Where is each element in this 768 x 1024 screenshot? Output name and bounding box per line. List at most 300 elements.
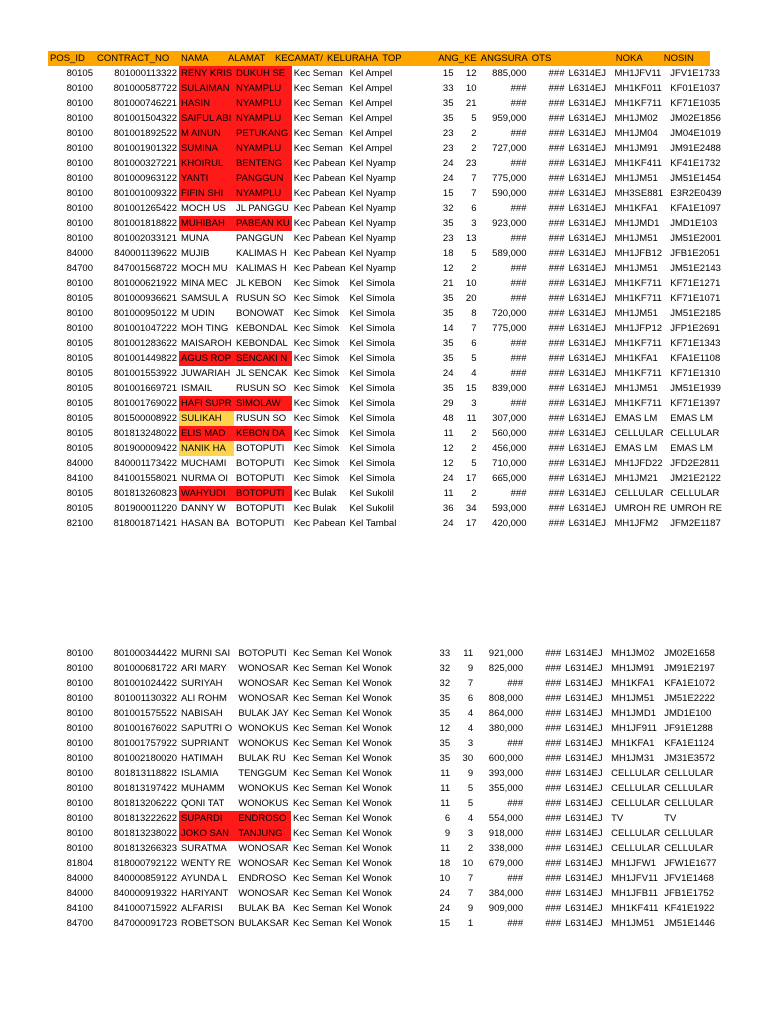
kecamatan-cell[interactable]: Kec Simok bbox=[293, 473, 340, 484]
ots-cell[interactable]: ### bbox=[545, 903, 562, 914]
nosin-cell[interactable]: EMAS LM bbox=[670, 443, 713, 454]
ots-cell[interactable]: ### bbox=[548, 188, 565, 199]
nosin-cell[interactable]: JFB1E1752 bbox=[664, 888, 714, 899]
ots-cell[interactable]: ### bbox=[545, 663, 562, 674]
pos-id-cell[interactable]: 80105 bbox=[66, 413, 93, 424]
alamat-cell[interactable]: RUSUN SO bbox=[236, 383, 287, 394]
top-cell[interactable]: 11 bbox=[443, 488, 454, 499]
kode-cell[interactable]: L6314EJ bbox=[568, 458, 607, 469]
ang-ke-cell[interactable]: 5 bbox=[467, 798, 474, 809]
kode-cell[interactable]: L6314EJ bbox=[565, 708, 603, 719]
kelurahan-cell[interactable]: Kel Simola bbox=[349, 383, 395, 394]
contract-no-cell[interactable]: 801001009322 bbox=[113, 188, 177, 199]
top-cell[interactable]: 35 bbox=[442, 308, 454, 319]
nosin-cell[interactable]: JM31E3572 bbox=[664, 753, 715, 764]
pos-id-cell[interactable]: 84100 bbox=[66, 903, 93, 914]
kecamatan-cell[interactable]: Kec Seman bbox=[293, 648, 343, 659]
kecamatan-cell[interactable]: Kec Simok bbox=[293, 323, 340, 334]
ang-ke-cell[interactable]: 12 bbox=[465, 68, 477, 79]
top-cell[interactable]: 18 bbox=[442, 248, 454, 259]
ang-ke-cell[interactable]: 23 bbox=[465, 158, 477, 169]
ang-ke-cell[interactable]: 7 bbox=[471, 173, 477, 184]
kode-cell[interactable]: L6314EJ bbox=[568, 188, 607, 199]
angsuran-cell[interactable]: 307,000 bbox=[492, 413, 527, 424]
contract-no-cell[interactable]: 801001047222 bbox=[113, 323, 177, 334]
noka-cell[interactable]: MH1JM04 bbox=[614, 128, 658, 139]
alamat-cell[interactable]: SENCAKI N bbox=[234, 351, 292, 366]
ots-cell[interactable]: ### bbox=[548, 488, 565, 499]
ang-ke-cell[interactable]: 17 bbox=[465, 473, 477, 484]
ots-cell[interactable]: ### bbox=[545, 738, 562, 749]
contract-no-cell[interactable]: 801001669721 bbox=[113, 383, 177, 394]
noka-cell[interactable]: MH1KF711 bbox=[614, 278, 662, 289]
contract-no-cell[interactable]: 801001504322 bbox=[113, 113, 177, 124]
pos-id-cell[interactable]: 84000 bbox=[66, 458, 93, 469]
kode-cell[interactable]: L6314EJ bbox=[565, 888, 603, 899]
ang-ke-cell[interactable]: 30 bbox=[462, 753, 474, 764]
angsuran-cell[interactable]: 380,000 bbox=[488, 723, 524, 734]
kode-cell[interactable]: L6314EJ bbox=[565, 738, 603, 749]
noka-cell[interactable]: MH1KF711 bbox=[614, 368, 662, 379]
kelurahan-cell[interactable]: Kel Nyamp bbox=[349, 248, 396, 259]
kecamatan-cell[interactable]: Kec Seman bbox=[293, 753, 343, 764]
kelurahan-cell[interactable]: Kel Wonok bbox=[346, 888, 392, 899]
angsuran-cell[interactable]: ### bbox=[510, 203, 527, 214]
alamat-cell[interactable]: KALIMAS H bbox=[236, 248, 287, 259]
top-cell[interactable]: 33 bbox=[439, 648, 451, 659]
noka-cell[interactable]: MH1JF911 bbox=[611, 723, 657, 734]
kelurahan-cell[interactable]: Kel Tambal bbox=[349, 518, 397, 529]
angsuran-cell[interactable]: 825,000 bbox=[488, 663, 524, 674]
pos-id-cell[interactable]: 80100 bbox=[66, 278, 93, 289]
alamat-cell[interactable]: WONOSAR bbox=[238, 843, 289, 854]
nama-cell[interactable]: ISMAIL bbox=[181, 383, 213, 394]
pos-id-cell[interactable]: 80100 bbox=[66, 128, 93, 139]
nosin-cell[interactable]: JMD1E100 bbox=[664, 708, 712, 719]
contract-no-cell[interactable]: 801000621922 bbox=[113, 278, 177, 289]
nama-cell[interactable]: FIFIN SHI bbox=[179, 186, 234, 201]
ang-ke-cell[interactable]: 4 bbox=[467, 708, 474, 719]
alamat-cell[interactable]: BOTOPUTI bbox=[236, 443, 285, 454]
alamat-cell[interactable]: KEBONDAL bbox=[236, 323, 288, 334]
noka-cell[interactable]: MH1JM51 bbox=[614, 308, 658, 319]
angsuran-cell[interactable]: 456,000 bbox=[492, 443, 527, 454]
ots-cell[interactable]: ### bbox=[548, 473, 565, 484]
ang-ke-cell[interactable]: 2 bbox=[471, 128, 477, 139]
ang-ke-cell[interactable]: 9 bbox=[467, 903, 474, 914]
contract-no-cell[interactable]: 801001130322 bbox=[114, 693, 177, 704]
top-cell[interactable]: 12 bbox=[442, 458, 454, 469]
top-cell[interactable]: 24 bbox=[439, 888, 451, 899]
noka-cell[interactable]: MH1JFV11 bbox=[611, 873, 658, 884]
nama-cell[interactable]: MUHAMM bbox=[181, 783, 225, 794]
header-noka[interactable]: NOKA bbox=[614, 51, 662, 66]
kode-cell[interactable]: L6314EJ bbox=[565, 798, 603, 809]
kode-cell[interactable]: L6314EJ bbox=[565, 843, 603, 854]
nama-cell[interactable]: RENY KRIS bbox=[181, 68, 233, 79]
alamat-cell[interactable]: NYAMPLU bbox=[234, 141, 292, 156]
nama-cell[interactable]: ARI MARY bbox=[181, 663, 227, 674]
alamat-cell[interactable]: RUSUN SO bbox=[236, 413, 287, 424]
noka-cell[interactable]: MH1JM51 bbox=[611, 918, 655, 929]
ots-cell[interactable]: ### bbox=[548, 263, 565, 274]
kecamatan-cell[interactable]: Kec Pabean bbox=[293, 173, 346, 184]
contract-no-cell[interactable]: 801813248022 bbox=[113, 428, 177, 439]
kode-cell[interactable]: L6314EJ bbox=[568, 488, 607, 499]
top-cell[interactable]: 15 bbox=[442, 68, 454, 79]
contract-no-cell[interactable]: 841000715922 bbox=[113, 903, 177, 914]
kelurahan-cell[interactable]: Kel Wonok bbox=[346, 918, 392, 929]
ots-cell[interactable]: ### bbox=[548, 383, 565, 394]
top-cell[interactable]: 35 bbox=[442, 98, 454, 109]
noka-cell[interactable]: MH1KF711 bbox=[614, 338, 662, 349]
ots-cell[interactable]: ### bbox=[545, 828, 562, 839]
pos-id-cell[interactable]: 80105 bbox=[66, 488, 93, 499]
kelurahan-cell[interactable]: Kel Nyamp bbox=[349, 158, 396, 169]
kecamatan-cell[interactable]: Kec Seman bbox=[293, 113, 343, 124]
angsuran-cell[interactable]: 710,000 bbox=[492, 458, 527, 469]
nosin-cell[interactable]: JM21E2122 bbox=[670, 473, 721, 484]
kode-cell[interactable]: L6314EJ bbox=[565, 918, 603, 929]
nosin-cell[interactable]: UMROH RE bbox=[670, 503, 722, 514]
ang-ke-cell[interactable]: 7 bbox=[467, 873, 474, 884]
contract-no-cell[interactable]: 801813197422 bbox=[113, 783, 177, 794]
kelurahan-cell[interactable]: Kel Wonok bbox=[346, 708, 392, 719]
alamat-cell[interactable]: KEBON DA bbox=[234, 426, 292, 441]
ots-cell[interactable]: ### bbox=[548, 203, 565, 214]
pos-id-cell[interactable]: 80100 bbox=[66, 693, 93, 704]
pos-id-cell[interactable]: 80100 bbox=[66, 813, 93, 824]
nama-cell[interactable]: MURNI SAI bbox=[181, 648, 231, 659]
angsuran-cell[interactable]: 384,000 bbox=[488, 888, 524, 899]
kode-cell[interactable]: L6314EJ bbox=[568, 128, 607, 139]
top-cell[interactable]: 12 bbox=[439, 723, 451, 734]
ots-cell[interactable]: ### bbox=[548, 233, 565, 244]
angsuran-cell[interactable]: ### bbox=[510, 83, 527, 94]
top-cell[interactable]: 24 bbox=[442, 473, 454, 484]
kecamatan-cell[interactable]: Kec Simok bbox=[293, 293, 340, 304]
kode-cell[interactable]: L6314EJ bbox=[568, 308, 607, 319]
header-kelurahan[interactable]: KELURAHA bbox=[327, 53, 379, 64]
top-cell[interactable]: 35 bbox=[442, 383, 454, 394]
pos-id-cell[interactable]: 80100 bbox=[66, 113, 93, 124]
noka-cell[interactable]: MH1JM91 bbox=[611, 663, 655, 674]
kecamatan-cell[interactable]: Kec Simok bbox=[293, 458, 340, 469]
ang-ke-cell[interactable]: 3 bbox=[467, 738, 474, 749]
noka-cell[interactable]: MH1KFA1 bbox=[611, 738, 655, 749]
nosin-cell[interactable]: CELLULAR bbox=[670, 428, 720, 439]
ang-ke-cell[interactable]: 3 bbox=[471, 218, 477, 229]
kelurahan-cell[interactable]: Kel Wonok bbox=[346, 798, 392, 809]
alamat-cell[interactable]: WONOSAR bbox=[238, 888, 289, 899]
ang-ke-cell[interactable]: 1 bbox=[467, 918, 474, 929]
ang-ke-cell[interactable]: 4 bbox=[467, 723, 474, 734]
kecamatan-cell[interactable]: Kec Seman bbox=[293, 828, 343, 839]
kelurahan-cell[interactable]: Kel Wonok bbox=[346, 858, 392, 869]
alamat-cell[interactable]: WONOSAR bbox=[238, 693, 289, 704]
pos-id-cell[interactable]: 80100 bbox=[66, 753, 93, 764]
ots-cell[interactable]: ### bbox=[545, 873, 562, 884]
kode-cell[interactable]: L6314EJ bbox=[568, 278, 607, 289]
contract-no-cell[interactable]: 818000792122 bbox=[113, 858, 177, 869]
angsuran-cell[interactable]: 864,000 bbox=[488, 708, 524, 719]
top-cell[interactable]: 11 bbox=[440, 783, 451, 794]
ots-cell[interactable]: ### bbox=[545, 813, 562, 824]
noka-cell[interactable]: MH1JMD1 bbox=[611, 708, 656, 719]
angsuran-cell[interactable]: 355,000 bbox=[488, 783, 524, 794]
ots-cell[interactable]: ### bbox=[548, 218, 565, 229]
angsuran-cell[interactable]: 600,000 bbox=[488, 753, 524, 764]
kelurahan-cell[interactable]: Kel Nyamp bbox=[349, 263, 396, 274]
kode-cell[interactable]: L6314EJ bbox=[565, 663, 603, 674]
angsuran-cell[interactable]: ### bbox=[507, 918, 524, 929]
kode-cell[interactable]: L6314EJ bbox=[568, 68, 607, 79]
ang-ke-cell[interactable]: 9 bbox=[467, 663, 474, 674]
header-angsuran[interactable]: ANGSURA bbox=[480, 53, 528, 64]
kecamatan-cell[interactable]: Kec Seman bbox=[293, 873, 343, 884]
angsuran-cell[interactable]: 560,000 bbox=[492, 428, 527, 439]
kelurahan-cell[interactable]: Kel Wonok bbox=[346, 693, 392, 704]
kecamatan-cell[interactable]: Kec Seman bbox=[293, 888, 343, 899]
pos-id-cell[interactable]: 80100 bbox=[66, 143, 93, 154]
nosin-cell[interactable]: KF41E1732 bbox=[670, 158, 721, 169]
alamat-cell[interactable]: BULAK BA bbox=[238, 903, 285, 914]
top-cell[interactable]: 32 bbox=[439, 678, 451, 689]
ang-ke-cell[interactable]: 5 bbox=[471, 458, 477, 469]
kelurahan-cell[interactable]: Kel Ampel bbox=[349, 68, 393, 79]
alamat-cell[interactable]: PANGGUN bbox=[234, 171, 292, 186]
pos-id-cell[interactable]: 84700 bbox=[66, 263, 93, 274]
angsuran-cell[interactable]: 959,000 bbox=[492, 113, 527, 124]
noka-cell[interactable]: MH1KF011 bbox=[614, 83, 662, 94]
top-cell[interactable]: 35 bbox=[439, 738, 451, 749]
pos-id-cell[interactable]: 80105 bbox=[66, 428, 93, 439]
top-cell[interactable]: 11 bbox=[440, 798, 451, 809]
nosin-cell[interactable]: JM02E1856 bbox=[670, 113, 721, 124]
nama-cell[interactable]: AYUNDA L bbox=[181, 873, 228, 884]
kelurahan-cell[interactable]: Kel Nyamp bbox=[349, 203, 396, 214]
nama-cell[interactable]: SUPRIANT bbox=[181, 738, 230, 749]
kelurahan-cell[interactable]: Kel Sukolil bbox=[349, 503, 394, 514]
kelurahan-cell[interactable]: Kel Wonok bbox=[346, 783, 392, 794]
ang-ke-cell[interactable]: 2 bbox=[471, 488, 477, 499]
nama-cell[interactable]: SAIFUL ABI bbox=[179, 111, 234, 126]
ang-ke-cell[interactable]: 17 bbox=[465, 518, 477, 529]
contract-no-cell[interactable]: 801000587722 bbox=[113, 83, 177, 94]
kecamatan-cell[interactable]: Kec Seman bbox=[293, 678, 343, 689]
angsuran-cell[interactable]: ### bbox=[510, 368, 527, 379]
kecamatan-cell[interactable]: Kec Pabean bbox=[293, 248, 346, 259]
ots-cell[interactable]: ### bbox=[548, 143, 565, 154]
ots-cell[interactable]: ### bbox=[545, 843, 562, 854]
ang-ke-cell[interactable]: 2 bbox=[467, 843, 474, 854]
ots-cell[interactable]: ### bbox=[548, 428, 565, 439]
pos-id-cell[interactable]: 80100 bbox=[66, 783, 93, 794]
kelurahan-cell[interactable]: Kel Ampel bbox=[349, 128, 393, 139]
kecamatan-cell[interactable]: Kec Simok bbox=[293, 443, 340, 454]
nama-cell[interactable]: SURATMA bbox=[181, 843, 227, 854]
alamat-cell[interactable]: JL PANGGU bbox=[236, 203, 289, 214]
kode-cell[interactable]: L6314EJ bbox=[568, 383, 607, 394]
kode-cell[interactable]: L6314EJ bbox=[565, 693, 603, 704]
nosin-cell[interactable]: CELLULAR bbox=[664, 843, 714, 854]
kode-cell[interactable]: L6314EJ bbox=[568, 338, 607, 349]
alamat-cell[interactable]: JL SENCAK bbox=[236, 368, 288, 379]
kecamatan-cell[interactable]: Kec Seman bbox=[293, 83, 343, 94]
noka-cell[interactable]: MH1JM51 bbox=[614, 383, 658, 394]
contract-no-cell[interactable]: 801813222622 bbox=[113, 813, 177, 824]
angsuran-cell[interactable]: 839,000 bbox=[492, 383, 527, 394]
angsuran-cell[interactable]: ### bbox=[510, 98, 527, 109]
top-cell[interactable]: 6 bbox=[444, 813, 451, 824]
nosin-cell[interactable]: KF71E1271 bbox=[670, 278, 721, 289]
pos-id-cell[interactable]: 80100 bbox=[66, 158, 93, 169]
kelurahan-cell[interactable]: Kel Wonok bbox=[346, 873, 392, 884]
contract-no-cell[interactable]: 801000327221 bbox=[113, 158, 177, 169]
kecamatan-cell[interactable]: Kec Pabean bbox=[293, 518, 346, 529]
kecamatan-cell[interactable]: Kec Seman bbox=[293, 663, 343, 674]
nosin-cell[interactable]: KFA1E1097 bbox=[670, 203, 721, 214]
contract-no-cell[interactable]: 801001769022 bbox=[113, 398, 177, 409]
top-cell[interactable]: 35 bbox=[439, 708, 451, 719]
kelurahan-cell[interactable]: Kel Simola bbox=[349, 473, 395, 484]
nosin-cell[interactable]: JM51E1446 bbox=[664, 918, 715, 929]
ots-cell[interactable]: ### bbox=[548, 248, 565, 259]
ang-ke-cell[interactable]: 3 bbox=[467, 828, 474, 839]
contract-no-cell[interactable]: 801001892522 bbox=[113, 128, 177, 139]
noka-cell[interactable]: MH1JM51 bbox=[614, 173, 658, 184]
kecamatan-cell[interactable]: Kec Seman bbox=[293, 813, 343, 824]
ots-cell[interactable]: ### bbox=[548, 443, 565, 454]
top-cell[interactable]: 15 bbox=[442, 188, 454, 199]
contract-no-cell[interactable]: 801000746221 bbox=[113, 98, 177, 109]
ots-cell[interactable]: ### bbox=[548, 278, 565, 289]
nama-cell[interactable]: NANIK HA bbox=[179, 441, 234, 456]
nosin-cell[interactable]: JM04E1019 bbox=[670, 128, 721, 139]
kelurahan-cell[interactable]: Kel Simola bbox=[349, 458, 395, 469]
top-cell[interactable]: 10 bbox=[439, 873, 451, 884]
kelurahan-cell[interactable]: Kel Nyamp bbox=[349, 218, 396, 229]
header-contract-no[interactable]: CONTRACT_NO bbox=[95, 51, 179, 66]
header-nama[interactable]: NAMA bbox=[179, 51, 226, 66]
angsuran-cell[interactable]: 923,000 bbox=[492, 218, 527, 229]
alamat-cell[interactable]: WONOKUS bbox=[238, 738, 289, 749]
top-cell[interactable]: 24 bbox=[442, 518, 454, 529]
top-cell[interactable]: 11 bbox=[443, 428, 454, 439]
header-nosin[interactable]: NOSIN bbox=[662, 51, 710, 66]
angsuran-cell[interactable]: 720,000 bbox=[492, 308, 527, 319]
kode-cell[interactable]: L6314EJ bbox=[565, 813, 603, 824]
contract-no-cell[interactable]: 840000919322 bbox=[113, 888, 177, 899]
ots-cell[interactable]: ### bbox=[545, 708, 562, 719]
noka-cell[interactable]: MH1JM91 bbox=[614, 143, 658, 154]
nama-cell[interactable]: MOH TING bbox=[181, 323, 229, 334]
angsuran-cell[interactable]: 589,000 bbox=[492, 248, 527, 259]
ang-ke-cell[interactable]: 10 bbox=[465, 278, 477, 289]
pos-id-cell[interactable]: 80100 bbox=[66, 723, 93, 734]
nosin-cell[interactable]: JFD2E2811 bbox=[670, 458, 720, 469]
ots-cell[interactable]: ### bbox=[545, 753, 562, 764]
top-cell[interactable]: 35 bbox=[442, 293, 454, 304]
pos-id-cell[interactable]: 80100 bbox=[66, 738, 93, 749]
pos-id-cell[interactable]: 84000 bbox=[66, 888, 93, 899]
nosin-cell[interactable]: JFM2E1187 bbox=[670, 518, 721, 529]
pos-id-cell[interactable]: 80105 bbox=[66, 443, 93, 454]
contract-no-cell[interactable]: 801813118822 bbox=[114, 768, 177, 779]
kelurahan-cell[interactable]: Kel Ampel bbox=[349, 143, 393, 154]
kode-cell[interactable]: L6314EJ bbox=[568, 218, 607, 229]
ots-cell[interactable]: ### bbox=[548, 293, 565, 304]
contract-no-cell[interactable]: 801900011220 bbox=[114, 503, 177, 514]
ang-ke-cell[interactable]: 10 bbox=[465, 83, 477, 94]
angsuran-cell[interactable]: 665,000 bbox=[492, 473, 527, 484]
ots-cell[interactable]: ### bbox=[548, 158, 565, 169]
kelurahan-cell[interactable]: Kel Wonok bbox=[346, 843, 392, 854]
alamat-cell[interactable]: BONOWAT bbox=[236, 308, 285, 319]
pos-id-cell[interactable]: 80105 bbox=[66, 338, 93, 349]
contract-no-cell[interactable]: 801000681722 bbox=[113, 663, 177, 674]
nama-cell[interactable]: WENTY RE bbox=[181, 858, 231, 869]
noka-cell[interactable]: MH1JM02 bbox=[611, 648, 655, 659]
kecamatan-cell[interactable]: Kec Seman bbox=[293, 858, 343, 869]
noka-cell[interactable]: MH1JFP12 bbox=[614, 323, 663, 334]
ots-cell[interactable]: ### bbox=[548, 503, 565, 514]
ang-ke-cell[interactable]: 2 bbox=[471, 443, 477, 454]
alamat-cell[interactable]: NYAMPLU bbox=[234, 81, 292, 96]
nosin-cell[interactable]: KF71E1035 bbox=[670, 98, 721, 109]
ots-cell[interactable]: ### bbox=[548, 128, 565, 139]
ang-ke-cell[interactable]: 3 bbox=[471, 398, 477, 409]
contract-no-cell[interactable]: 801500008922 bbox=[113, 413, 177, 424]
nosin-cell[interactable]: KFA1E1072 bbox=[664, 678, 715, 689]
top-cell[interactable]: 35 bbox=[442, 353, 454, 364]
header-ots[interactable]: OTS bbox=[530, 51, 568, 66]
kelurahan-cell[interactable]: Kel Wonok bbox=[346, 648, 392, 659]
kelurahan-cell[interactable]: Kel Simola bbox=[349, 308, 395, 319]
kelurahan-cell[interactable]: Kel Ampel bbox=[349, 98, 393, 109]
pos-id-cell[interactable]: 80100 bbox=[66, 203, 93, 214]
kelurahan-cell[interactable]: Kel Simola bbox=[349, 293, 395, 304]
ots-cell[interactable]: ### bbox=[545, 783, 562, 794]
nama-cell[interactable]: SUMINA bbox=[179, 141, 234, 156]
kecamatan-cell[interactable]: Kec Seman bbox=[293, 128, 343, 139]
contract-no-cell[interactable]: 840001173422 bbox=[114, 458, 177, 469]
nama-cell[interactable]: MUHIBAH bbox=[179, 216, 234, 231]
nama-cell[interactable]: MUCHAMI bbox=[181, 458, 227, 469]
nosin-cell[interactable]: JFP1E2691 bbox=[670, 323, 720, 334]
kelurahan-cell[interactable]: Kel Sukolil bbox=[349, 488, 394, 499]
nosin-cell[interactable]: JFB1E2051 bbox=[670, 248, 720, 259]
kode-cell[interactable]: L6314EJ bbox=[568, 368, 607, 379]
pos-id-cell[interactable]: 84000 bbox=[66, 873, 93, 884]
alamat-cell[interactable]: BOTOPUTI bbox=[236, 503, 285, 514]
alamat-cell[interactable]: BOTOPUTI bbox=[236, 458, 285, 469]
contract-no-cell[interactable]: 801001265422 bbox=[113, 203, 177, 214]
kelurahan-cell[interactable]: Kel Simola bbox=[349, 338, 395, 349]
kode-cell[interactable]: L6314EJ bbox=[565, 678, 603, 689]
contract-no-cell[interactable]: 801001818822 bbox=[113, 218, 177, 229]
noka-cell[interactable]: CELLULAR bbox=[614, 488, 664, 499]
ang-ke-cell[interactable]: 13 bbox=[465, 233, 477, 244]
top-cell[interactable]: 15 bbox=[439, 918, 451, 929]
nama-cell[interactable]: ISLAMIA bbox=[181, 768, 219, 779]
contract-no-cell[interactable]: 801000950122 bbox=[113, 308, 177, 319]
contract-no-cell[interactable]: 801001024422 bbox=[113, 678, 177, 689]
angsuran-cell[interactable]: 593,000 bbox=[492, 503, 527, 514]
kode-cell[interactable]: L6314EJ bbox=[565, 858, 603, 869]
nosin-cell[interactable]: JMD1E103 bbox=[670, 218, 718, 229]
top-cell[interactable]: 23 bbox=[442, 128, 454, 139]
